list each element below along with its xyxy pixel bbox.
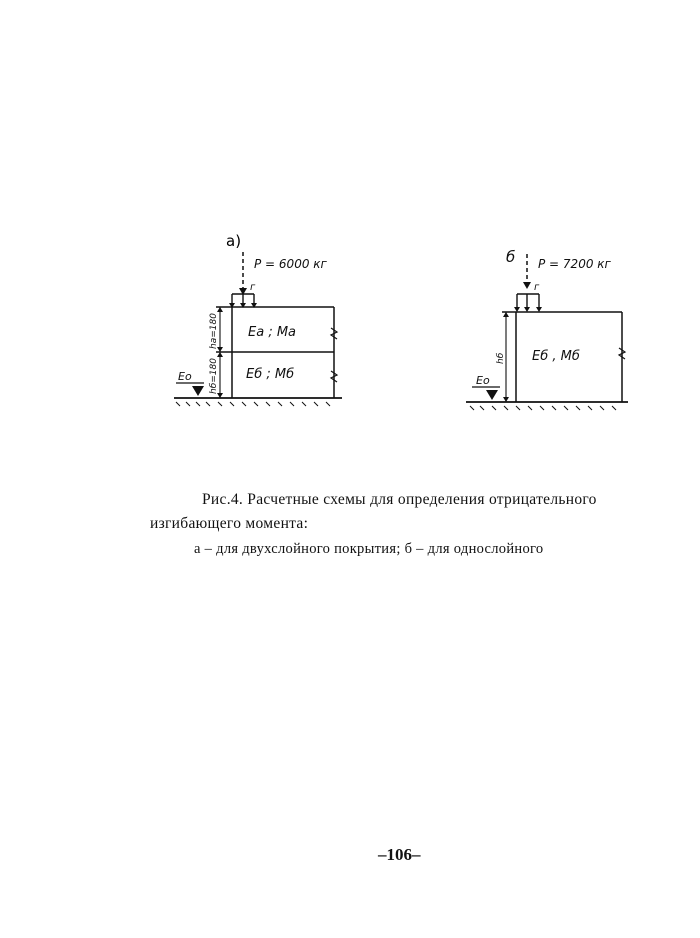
dim-label: hб bbox=[496, 352, 506, 364]
ground-hatch bbox=[470, 406, 616, 410]
caption-line-3: а – для двухслойного покрытия; б – для однослойного bbox=[194, 541, 544, 557]
load-marker: г bbox=[534, 282, 540, 293]
base-support-icon bbox=[486, 390, 498, 400]
figure-caption bbox=[150, 488, 670, 561]
figure-a-drawing bbox=[170, 228, 350, 418]
load-text: P = 7200 кг bbox=[538, 257, 611, 271]
break-mark-icon bbox=[619, 348, 625, 359]
break-mark-icon bbox=[331, 328, 337, 339]
layer-label: Еб , Мб bbox=[532, 349, 580, 364]
layer-top-label: Еа ; Ма bbox=[248, 325, 297, 340]
caption-line-2: изгибающего момента: bbox=[150, 515, 309, 532]
page-number: –106– bbox=[378, 845, 421, 864]
figure-a bbox=[170, 228, 350, 418]
base-support-icon bbox=[192, 386, 204, 396]
figure-b bbox=[462, 240, 632, 420]
load-marker: г bbox=[250, 282, 256, 293]
figure-b-drawing bbox=[462, 240, 632, 420]
base-label: Ео bbox=[178, 370, 192, 383]
figure-b-label: б bbox=[506, 248, 516, 266]
load-arrow-icon bbox=[523, 282, 531, 289]
layer-bottom-label: Еб ; Мб bbox=[246, 367, 295, 382]
caption-line-1: Рис.4. Расчетные схемы для определения отрицательного bbox=[202, 491, 597, 508]
dim-bottom-label: hб=180 bbox=[209, 358, 219, 394]
figure-a-label: а) bbox=[226, 232, 242, 250]
ground-hatch bbox=[176, 402, 330, 406]
base-label: Ео bbox=[476, 374, 490, 387]
break-mark-icon bbox=[331, 371, 337, 382]
load-text: P = 6000 кг bbox=[254, 257, 327, 271]
dim-top-label: hа=180 bbox=[209, 313, 219, 349]
